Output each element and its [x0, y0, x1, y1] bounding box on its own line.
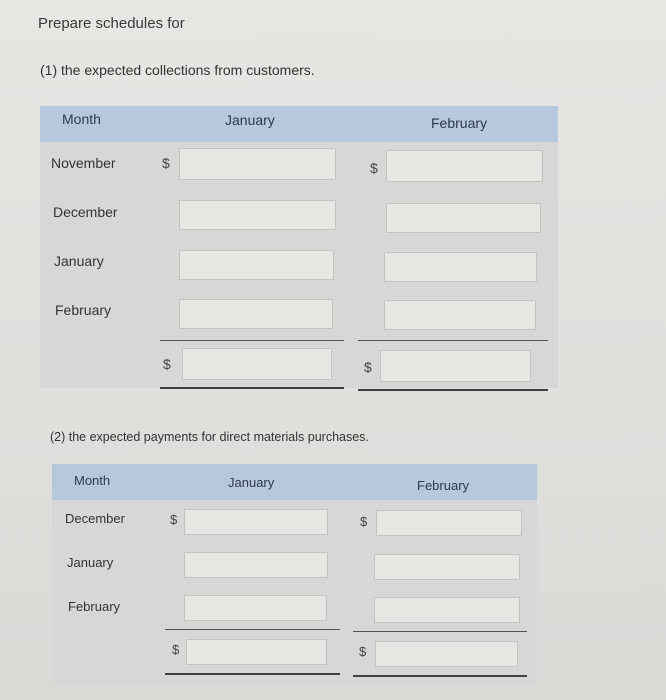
- header-month: Month: [74, 473, 111, 488]
- total-double-rule: [160, 387, 344, 389]
- subtotal-rule: [358, 340, 548, 341]
- dollar-sign: $: [162, 155, 170, 171]
- section2-title: (2) the expected payments for direct materials purchases.: [50, 430, 369, 444]
- february-february-input[interactable]: [384, 300, 536, 330]
- total-double-rule: [353, 675, 527, 677]
- total-january-input[interactable]: [186, 639, 327, 665]
- december-february-input[interactable]: [386, 203, 541, 233]
- header-january: January: [228, 475, 275, 490]
- row-label-december: December: [53, 204, 118, 220]
- january-january-input[interactable]: [184, 552, 328, 578]
- december-january-input[interactable]: [179, 200, 336, 230]
- january-february-input[interactable]: [384, 252, 537, 282]
- row-label-january: January: [67, 555, 114, 570]
- row-label-february: February: [55, 302, 112, 318]
- total-dollar-sign: $: [359, 644, 367, 659]
- november-february-input[interactable]: [386, 150, 543, 182]
- section1-title: (1) the expected collections from customers.: [40, 62, 315, 78]
- subtotal-rule: [165, 629, 340, 630]
- december-january-input[interactable]: [184, 509, 328, 535]
- february-january-input[interactable]: [179, 299, 333, 329]
- dollar-sign: $: [170, 512, 178, 527]
- header-january: January: [225, 112, 275, 128]
- november-january-input[interactable]: [179, 148, 336, 180]
- total-dollar-sign: $: [364, 359, 372, 375]
- subtotal-rule: [353, 631, 527, 632]
- row-label-february: February: [68, 599, 121, 614]
- february-january-input[interactable]: [184, 595, 327, 621]
- total-february-input[interactable]: [380, 350, 531, 382]
- total-dollar-sign: $: [172, 642, 180, 657]
- january-january-input[interactable]: [179, 250, 334, 280]
- collections-table: [40, 106, 558, 388]
- payments-table-header: [52, 464, 537, 500]
- december-february-input[interactable]: [376, 510, 522, 536]
- total-february-input[interactable]: [375, 641, 518, 667]
- total-january-input[interactable]: [182, 348, 332, 380]
- header-february: February: [431, 115, 488, 131]
- payments-table: [52, 464, 537, 684]
- collections-table-header: [40, 106, 558, 142]
- total-double-rule: [165, 673, 340, 675]
- subtotal-rule: [160, 340, 344, 341]
- february-february-input[interactable]: [374, 597, 520, 623]
- header-month: Month: [62, 111, 101, 127]
- row-label-january: January: [54, 253, 104, 269]
- total-dollar-sign: $: [163, 356, 171, 372]
- january-february-input[interactable]: [374, 554, 520, 580]
- total-double-rule: [358, 389, 548, 391]
- dollar-sign: $: [370, 160, 378, 176]
- row-label-december: December: [65, 511, 125, 526]
- instructions-text: Prepare schedules for: [38, 15, 185, 32]
- dollar-sign: $: [360, 514, 368, 529]
- header-february: February: [417, 478, 470, 493]
- row-label-november: November: [51, 155, 116, 171]
